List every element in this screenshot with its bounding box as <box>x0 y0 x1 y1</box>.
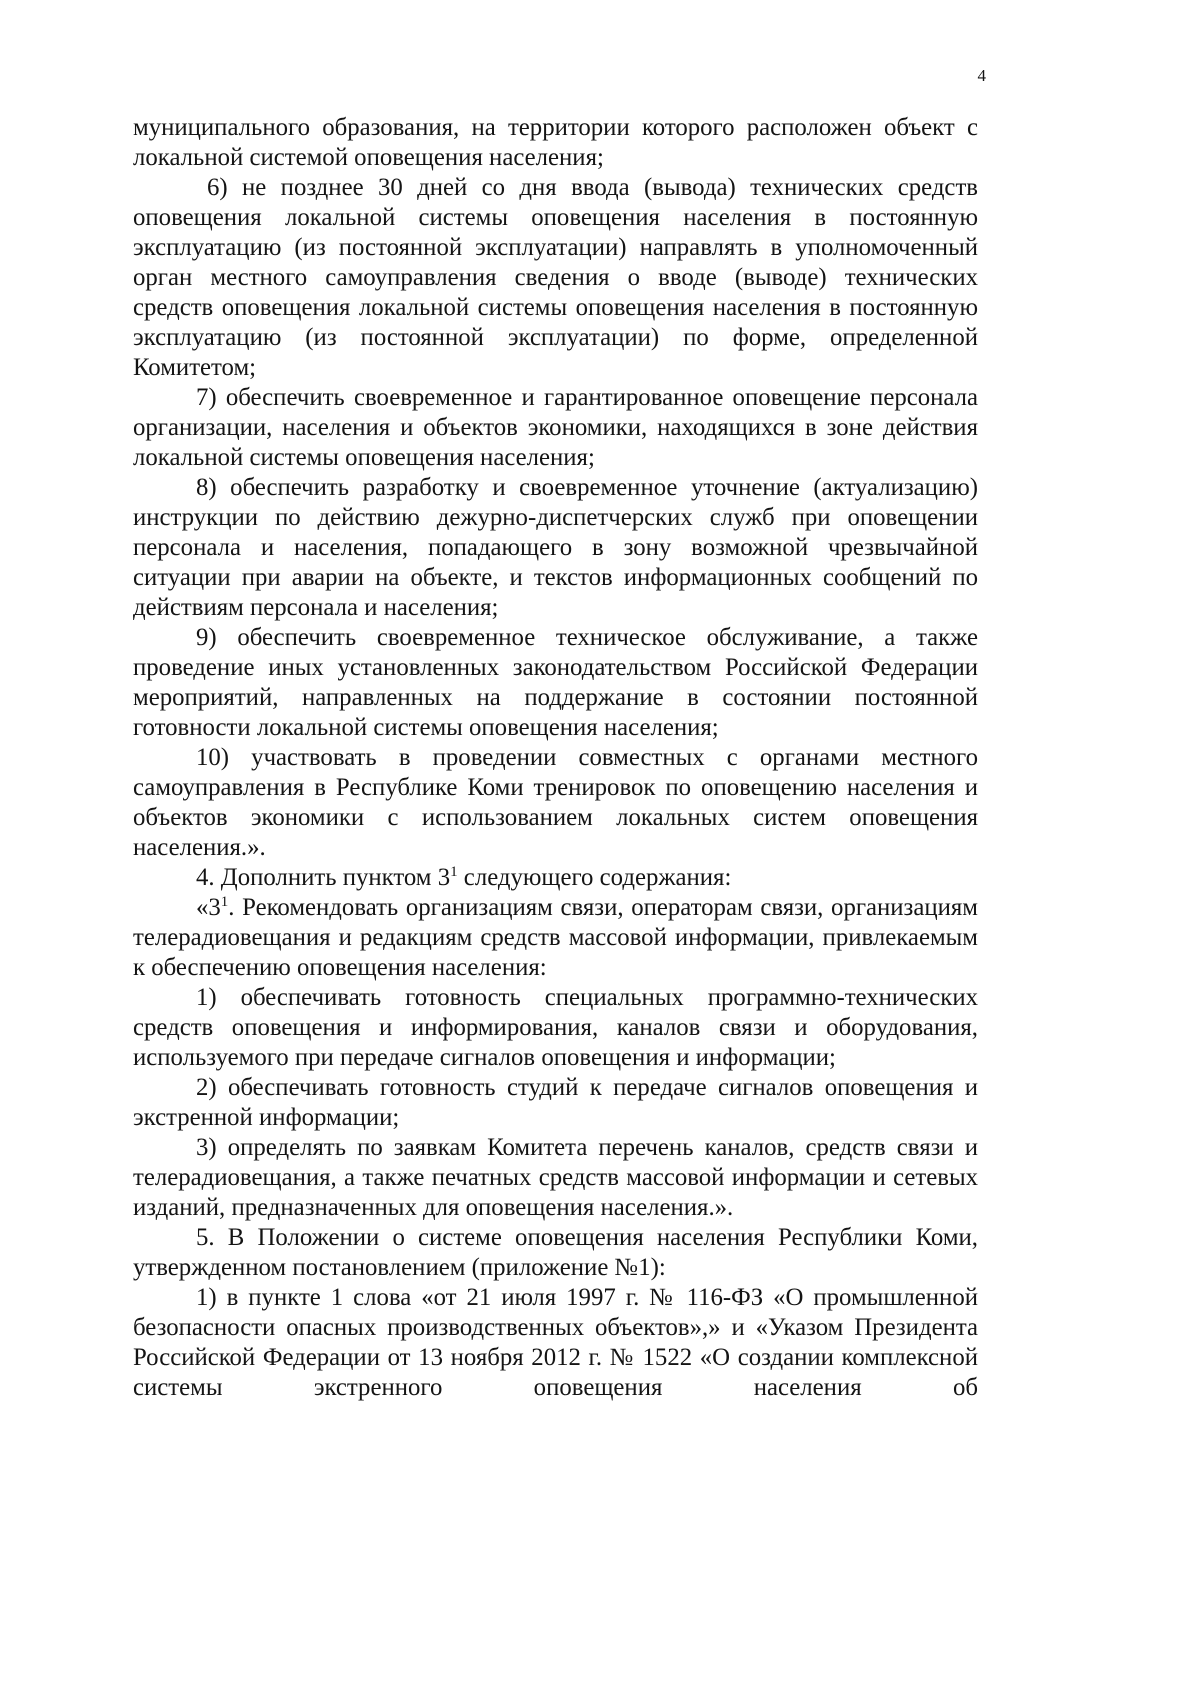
point-3-1-text-end: . Рекомендовать организациям связи, операторам связи, организациям телерадиовещания и редакциям средств массовой информации, привлекаемым к обеспечению оповещения населения: <box>133 894 978 981</box>
paragraph-subitem-3: 3) определять по заявкам Комитета перечень каналов, средств связи и телерадиовещания, а также печатных средств массовой информации и сетевых изданий, предназначенных для оповещения населения.». <box>133 1134 978 1221</box>
paragraph-item-8: 8) обеспечить разработку и своевременное уточнение (актуализацию) инструкции по действию дежурно-диспетчерских служб при оповещении персонала и населения, попадающего в зону возможной чрезвычайной ситуации при аварии на объекте, и текстов информационных сообщений по действиям персонала и населения; <box>133 474 978 621</box>
paragraph-subitem-2: 2) обеспечивать готовность студий к передаче сигналов оповещения и экстренной информации; <box>133 1074 978 1131</box>
paragraph-continuation: муниципального образования, на территории которого расположен объект с локальной системой оповещения населения; <box>133 114 978 171</box>
point-3-1-text-start: «3 <box>196 894 221 921</box>
page-number: 4 <box>977 66 986 85</box>
paragraph-point-4 <box>133 863 978 893</box>
paragraph-subitem-1: 1) обеспечивать готовность специальных программно-технических средств оповещения и информирования, каналов связи и оборудования, используемого при передаче сигналов оповещения и информации; <box>133 984 978 1071</box>
point-4-text-end: следующего содержания: <box>457 864 732 891</box>
point-4-superscript: 1 <box>450 864 458 880</box>
paragraph-item-7: 7) обеспечить своевременное и гарантированное оповещение персонала организации, населения и объектов экономики, находящихся в зоне действия локальной системы оповещения населения; <box>133 384 978 471</box>
paragraph-item-9: 9) обеспечить своевременное техническое обслуживание, а также проведение иных установленных законодательством Российской Федерации мероприятий, направленных на поддержание в состоянии постоянной готовности локальной системы оповещения населения; <box>133 624 978 741</box>
paragraph-point-3-1 <box>133 893 978 983</box>
paragraph-point-5: 5. В Положении о системе оповещения населения Республики Коми, утвержденном постановлением (приложение №1): <box>133 1224 978 1281</box>
point-4-text-start: 4. Дополнить пунктом 3 <box>196 864 451 891</box>
paragraph-item-10: 10) участвовать в проведении совместных с органами местного самоуправления в Республике Коми тренировок по оповещению населения и объектов экономики с использованием локальных систем оповещения населения.». <box>133 744 978 861</box>
document-body <box>133 113 978 1403</box>
paragraph-item-6: 6) не позднее 30 дней со дня ввода (вывода) технических средств оповещения локальной системы оповещения населения в постоянную эксплуатацию (из постоянной эксплуатации) направлять в уполномоченный орган местного самоуправления сведения о вводе (выводе) технических средств оповещения локальной системы оповещения населения в постоянную эксплуатацию (из постоянной эксплуатации) по форме, определенной Комитетом; <box>133 174 978 381</box>
paragraph-point-5-subitem-1: 1) в пункте 1 слова «от 21 июля 1997 г. № 116-ФЗ «О промышленной безопасности опасных производственных объектов»,» и «Указом Президента Российской Федерации от 13 ноября 2012 г. № 1522 «О создании комплексной системы экстренного оповещения населения об <box>133 1284 978 1401</box>
point-3-1-superscript: 1 <box>220 894 229 910</box>
